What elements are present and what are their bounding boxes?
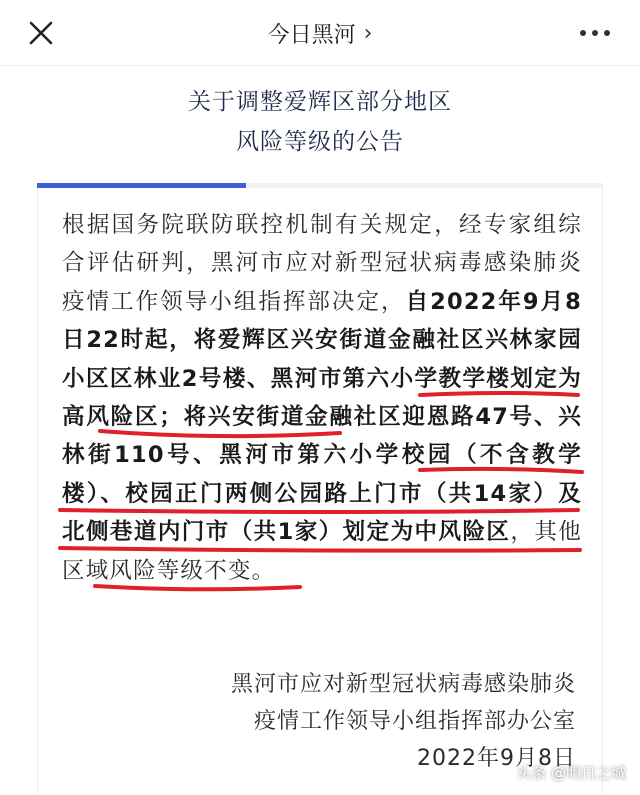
article-title-line-1: 关于调整爱辉区部分地区 bbox=[188, 89, 452, 115]
signature-line-2: 疫情工作领导小组指挥部办公室 bbox=[253, 709, 576, 734]
article-title-line-2: 风险等级的公告 bbox=[236, 129, 404, 155]
source-watermark: 头条 @明日之城 bbox=[516, 764, 626, 782]
announcement-date: 2022年9月8日 bbox=[417, 746, 576, 771]
more-dots-icon[interactable] bbox=[580, 30, 612, 38]
article-body bbox=[62, 206, 582, 590]
chevron-right-icon: › bbox=[363, 20, 373, 46]
article-title bbox=[0, 82, 640, 162]
top-navigation-bar bbox=[0, 0, 640, 66]
body-text-part-2: ，其他区域风险等级不变。 bbox=[62, 519, 582, 584]
body-text-part-1: 根据国务院联防联控机制有关规定，经专家组综合评估研判，黑河市应对新型冠状病毒感染肺炎疫情工作领导小组指挥部决定， bbox=[62, 212, 582, 315]
account-name-button[interactable] bbox=[268, 18, 373, 49]
account-name: 今日黑河 bbox=[267, 23, 356, 48]
signature-line-1: 黑河市应对新型冠状病毒感染肺炎 bbox=[230, 672, 576, 697]
account-title bbox=[0, 18, 640, 49]
body-text-bold: 自2022年9月8日22时起，将爱辉区兴安街道金融社区兴林家园小区区林业2号楼、黑河市第六小学教学楼划定为高风险区；将兴安街道金融社区迎恩路47号、兴林街110号、黑河市第六小学校园（不含教学楼）、校园正门两侧公园路上门市（共14家）及北侧巷道内门市（共1家）划定为中风险区 bbox=[62, 288, 582, 546]
